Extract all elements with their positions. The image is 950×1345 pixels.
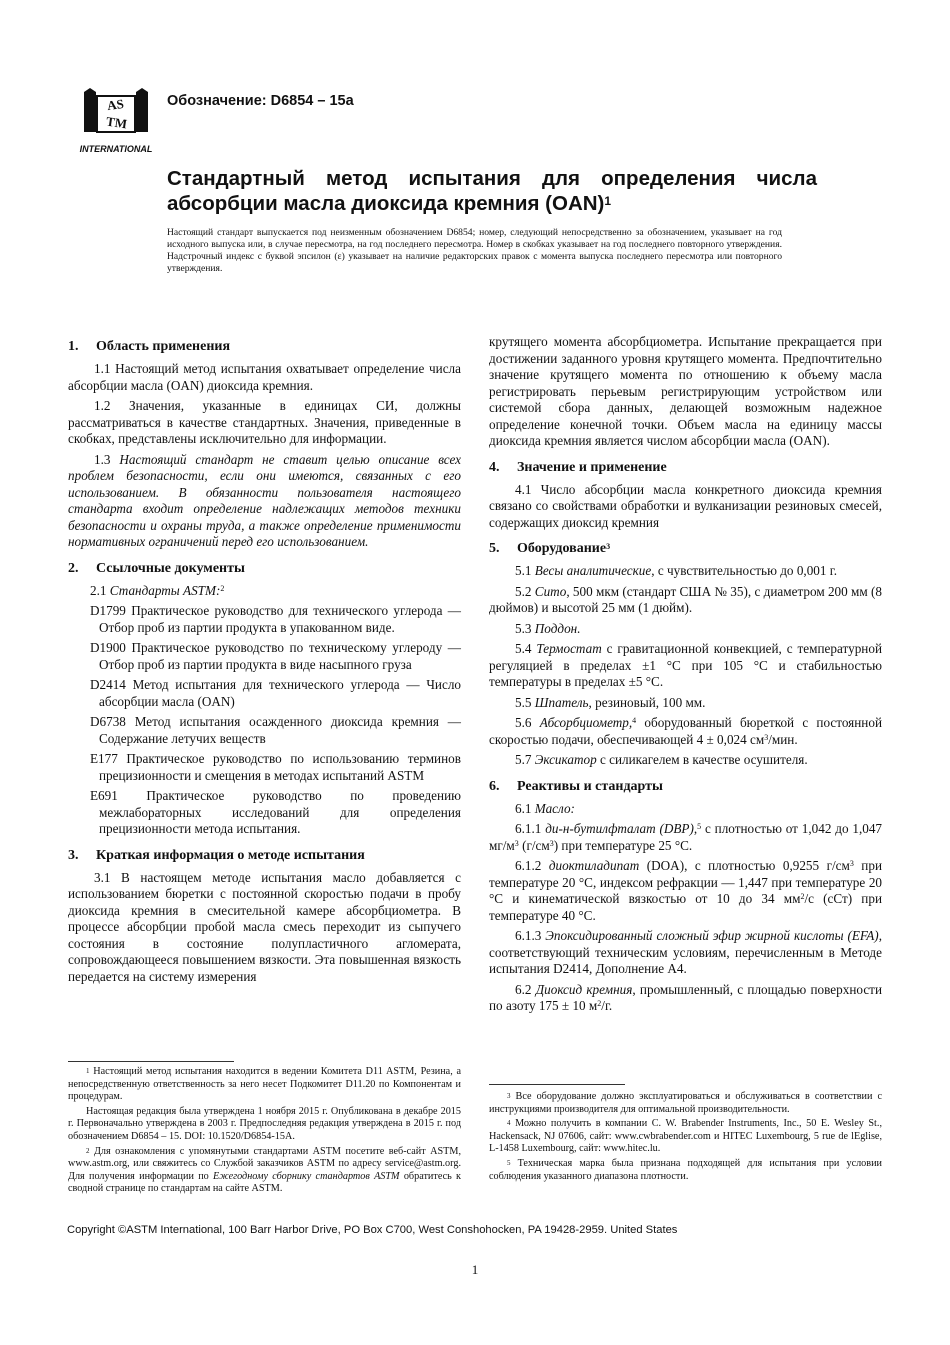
paragraph-5-4: 5.4 Термостат с гравитационной конвекцией, с температурной регуляцией в пределах ±1 °C при 105 °C и стабильностью температуры в пределах ±5 °C. — [489, 641, 882, 689]
title-line-1: Стандартный метод испытания для определения числа — [167, 167, 817, 190]
footnote-1: $^1$ Настоящий метод испытания находится в ведении Комитета D11 ASTM, Резина, а непосредственную ответственность за него несет Подкомитет D11.20 по Компонентам и процедурам. — [68, 1066, 461, 1103]
title-line-2: абсорбции масла диоксида кремния (OAN)$^1$ — [167, 192, 612, 215]
reference-e177: E177 Практическое руководство по использованию терминов прецизионности и смещения в методах испытаний ASTM — [90, 751, 461, 783]
section-1-heading: 1. Область применения — [68, 339, 231, 354]
reference-d1799: D1799 Практическое руководство для технического углерода — Отбор проб из партии продукта в упакованном виде. — [90, 603, 461, 635]
reference-d2414: D2414 Метод испытания для технического углерода — Число абсорбции масла (OAN) — [90, 677, 461, 709]
footnote-divider-left — [68, 1061, 234, 1062]
paragraph-6-1-3: 6.1.3 Эпоксидированный сложный эфир жирной кислоты (EFA), соответствующий техническим условиям, перечисленным в Методе испытания D2414, Дополнение A4. — [489, 928, 882, 976]
paragraph-2-1: 2.1 Стандарты ASTM:$^2$ — [90, 582, 225, 598]
footnote-4: $^4$ Можно получить в компании C. W. Brabender Instruments, Inc., 50 E. Wesley St., Hackensack, NJ 07606, сайт: www.cwbrabender.com и HITEC Luxembourg, 5 rue de lEglise, L-1458 Luxembourg, сайт: www.hitec.lu. — [489, 1118, 882, 1155]
paragraph-5-3: 5.3 Поддон. — [515, 620, 581, 636]
left-column — [68, 338, 461, 989]
paragraph-1-3: 1.3 Настоящий стандарт не ставит целью описание всех проблем безопасности, если они имеются, связанных с его использованием. В обязанности пользователя настоящего стандарта входит определение надлежащих методов техники безопасности и охраны труда, а также определение применимости нормативных ограничений перед его использованием. — [68, 451, 462, 549]
reference-d1900: D1900 Практическое руководство по техническому углероду — Отбор проб из партии продукта в виде насыпного груза — [90, 640, 461, 672]
title-footnote-marker: 1 — [604, 194, 612, 208]
copyright-line: Copyright ©ASTM International, 100 Barr Harbor Drive, PO Box C700, West Conshohocken, PA 19428-2959. United States — [67, 1224, 678, 1236]
issuance-note: Настоящий стандарт выпускается под неизменным обозначением D6854; номер, следующий непосредственно за обозначением, указывает на год исходного выпуска или, в случае пересмотра, на год последнего пересмотра. Номер в скобках указывает на год последнего повторного утверждения. Надстрочный индекс с буквой эпсилон (ε) указывает на наличие редакторских правок с момента выпуска последнего пересмотра или повторного утверждения. — [167, 227, 782, 274]
paragraph-5-6: 5.6 Абсорбциометр,$^4$ оборудованный бюреткой с постоянной скоростью подачи, обеспечивающей 4 ± 0,024 $см^3$/мин. — [489, 715, 883, 747]
paragraph-4-1: 4.1 Число абсорбции масла конкретного диоксида кремния связано со свойствами обработки и вулканизации резиновых смесей, содержащих диоксид кремния — [489, 481, 882, 530]
section-2-heading: 2. Ссылочные документы — [68, 560, 245, 576]
paragraph-6-1-2: 6.1.2 диоктиладипат (DOA), с плотностью 0,9255 $г/см^3$ при температуре 20 °C, индексом рефракции — 1,447 при температуре 20 °C и кинематической вязкостью от 10 до 34 $мм^2/с$ (сСт) при температуре 40 °C. — [489, 858, 883, 923]
reference-e691: E691 Практическое руководство по проведению межлабораторных исследований для определения прецизионности метода испытания. — [90, 788, 461, 836]
reference-d6738: D6738 Метод испытания осажденного диоксида кремния — Содержание летучих веществ — [90, 714, 461, 746]
footnotes-left — [68, 1066, 461, 1198]
svg-text:AS: AS — [106, 95, 125, 114]
footnote-5: $^5$ Техническая марка была признана подходящей для испытания при условии соблюдения указанного диапазона плотности. — [489, 1157, 882, 1182]
paragraph-3-1-continued: крутящего момента абсорбциометра. Испытание прекращается при достижении заданного уровня крутящего момента. Предпочтительно значение крутящего момента по отношению к объему масла регистрировать перьевым регистрирующим устройством или системой сбора данных, делающей возможным надежное определение конечной точки. Объем масла на единицу массы диоксида кремния является числом абсорбции масла (OAN). — [489, 334, 882, 448]
paragraph-5-5: 5.5 Шпатель, резиновый, 100 мм. — [515, 694, 706, 710]
footnote-divider-right — [489, 1084, 625, 1085]
paragraph-5-2: 5.2 Сито, 500 мкм (стандарт США № 35), с диаметром 200 мм (8 дюймов) и высотой 25 мм (1 дюйм). — [489, 583, 883, 615]
designation: Обозначение: D6854 – 15a — [167, 93, 354, 109]
svg-text:TM: TM — [105, 113, 129, 132]
section-5-heading: 5. Оборудование$^3$ — [489, 541, 611, 556]
footnote-1-approval: Настоящая редакция была утверждена 1 ноября 2015 г. Опубликована в декабре 2015 г. Первоначально утверждена в 2003 г. Предпоследняя редакция утверждена в 2015 г. под обозначением D6854 – 15. DOI: 10.1520/D6854-15A. — [68, 1105, 461, 1142]
paragraph-5-7: 5.7 Эксикатор с силикагелем в качестве осушителя. — [515, 752, 808, 767]
section-3-heading: 3. Краткая информация о методе испытания — [68, 847, 365, 863]
paragraph-6-1-1: 6.1.1 ди-н-бутилфталат (DBP),$^5$ с плотностью от 1,042 до 1,047 $мг/м^3$ $(г/см^3)$ при температуре 25 °C. — [489, 821, 883, 853]
footnote-2: $^2$ Для ознакомления с упомянутыми стандартами ASTM посетите веб-сайт ASTM, www.astm.org, или свяжитесь со Службой заказчиков ASTM по адресу service@astm.org. Для получения информации по Ежегодному сборнику стандартов ASTM обратитесь к сводной странице по стандартам на сайте ASTM. — [68, 1145, 461, 1195]
footnote-3: $^3$ Все оборудование должно эксплуатироваться и обслуживаться в соответствии с инструкциями производителя для оптимальной производительности. — [489, 1091, 882, 1115]
footnotes-right — [489, 1091, 882, 1185]
document-title — [167, 166, 817, 216]
svg-text:INTERNATIONAL: INTERNATIONAL — [79, 144, 153, 154]
page-number: 1 — [471, 1262, 479, 1277]
paragraph-1-1: 1.1 Настоящий метод испытания охватывает определение числа абсорбции масла (OAN) диоксида кремния. — [68, 361, 461, 393]
paragraph-6-2: 6.2 Диоксид кремния, промышленный, с площадью поверхности по азоту 175 ± 10 $м^2/г$. — [489, 981, 882, 1013]
right-column — [489, 334, 882, 1019]
paragraph-1-2: 1.2 Значения, указанные в единицах СИ, должны рассматриваться в качестве стандартных. Значения, приведенные в скобках, представлены исключительно для информации. — [68, 398, 461, 446]
paragraph-3-1: 3.1 В настоящем методе испытания масло добавляется с использованием бюретки с постоянной скоростью подачи в пробу диоксида кремния в смесительной камере абсорбциометра. В процессе абсорбции пробой масла смесь переходит из сыпучего состояния в состояние полупластичного агломерата, сопровождающееся повышением вязкости. Эта повышенная вязкость передается на систему измерения — [68, 869, 461, 984]
astm-logo — [76, 86, 156, 158]
paragraph-5-1: 5.1 Весы аналитические, с чувствительностью до 0,001 г. — [515, 563, 838, 578]
section-6-heading: 6. Реактивы и стандарты — [489, 778, 663, 794]
paragraph-6-1: 6.1 Масло: — [515, 800, 575, 816]
section-4-heading: 4. Значение и применение — [489, 459, 667, 475]
